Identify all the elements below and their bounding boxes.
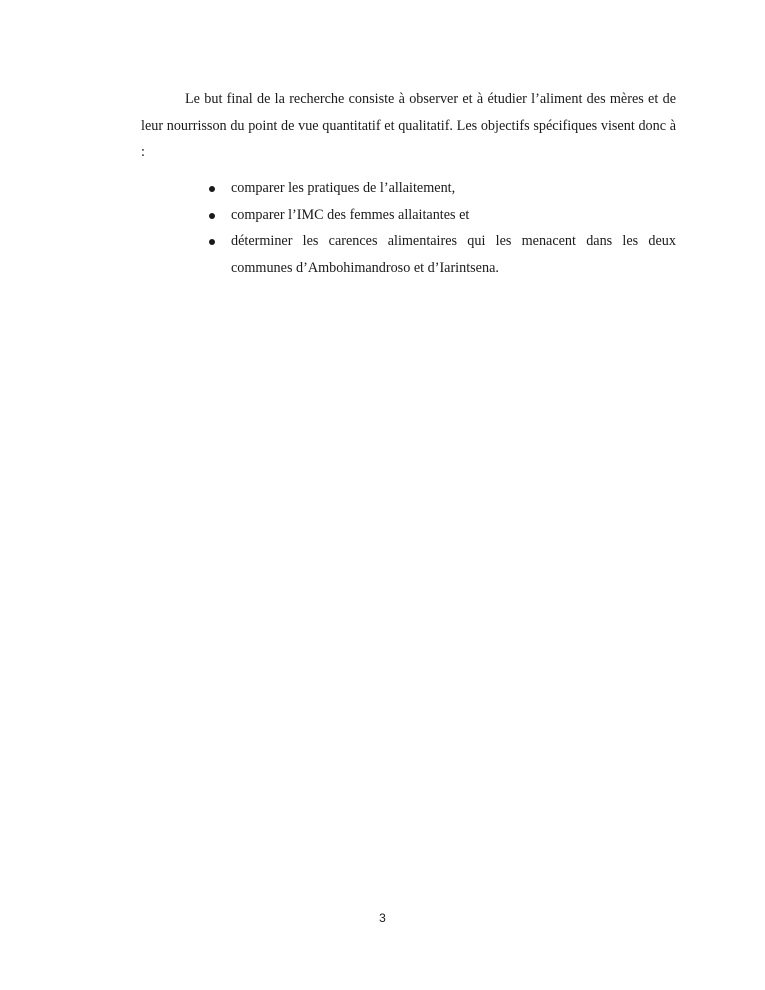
intro-paragraph: Le but final de la recherche consiste à observer et à étudier l’aliment des mères et de leur nourrisson du point de vue quantitatif et qualitatif. Les objectifs spécifiques visent donc à : <box>141 91 676 160</box>
list-item <box>141 202 676 229</box>
list-item <box>141 175 676 202</box>
body-text <box>141 86 676 166</box>
bullet-icon <box>209 213 215 219</box>
list-item-text: déterminer les carences alimentaires qui les menacent dans les deux communes d’Ambohimandroso et d’Iarintsena. <box>231 233 676 276</box>
bullet-icon <box>209 239 215 245</box>
list-item <box>141 228 676 281</box>
list-item-text: comparer les pratiques de l’allaitement, <box>231 180 456 196</box>
bullet-icon <box>209 186 215 192</box>
page-number: 3 <box>379 911 386 925</box>
list-item-text: comparer l’IMC des femmes allaitantes et <box>231 206 470 223</box>
objectives-list <box>141 175 676 281</box>
